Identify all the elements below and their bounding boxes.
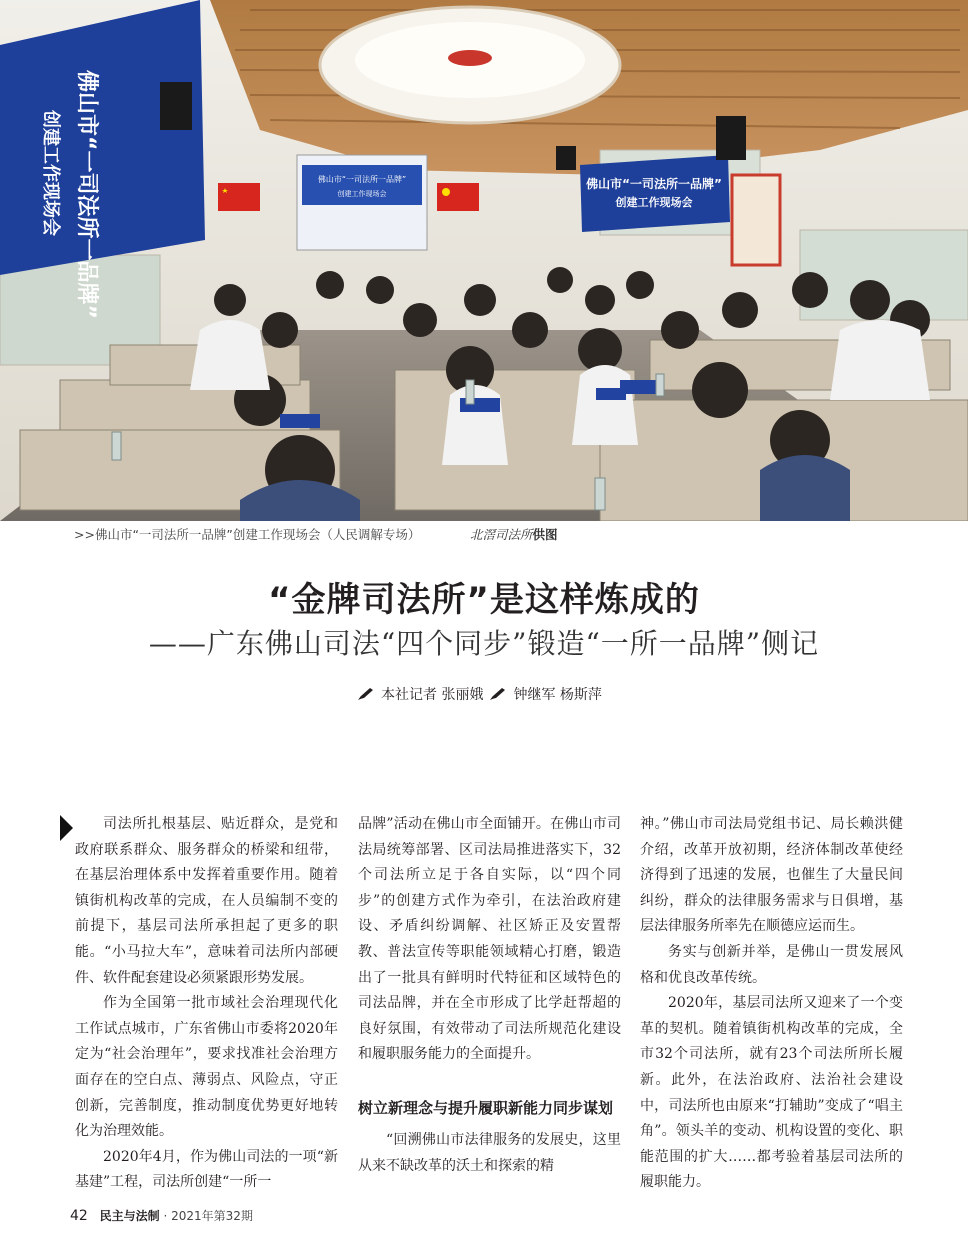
right-banner-line2: 创建工作现场会 bbox=[615, 196, 693, 209]
meeting-scene-illustration bbox=[0, 0, 968, 521]
pen-icon bbox=[357, 687, 375, 701]
article-title: “金牌司法所”是这样炼成的 bbox=[268, 580, 700, 620]
byline bbox=[357, 684, 602, 704]
section-heading: 树立新理念与提升履职新能力同步谋划 bbox=[358, 1098, 614, 1117]
page-number: 42 bbox=[70, 1208, 88, 1224]
section-start-marker bbox=[60, 815, 73, 841]
credit-source: 北滘司法所 bbox=[470, 527, 533, 542]
column-1 bbox=[75, 812, 338, 1196]
photo-credit bbox=[470, 525, 558, 543]
paragraph: 品牌”活动在佛山市全面铺开。在佛山市司法局统筹部署、区司法局推进落实下，32个司法所立足于各自实际，以“四个同步”的创建方式作为牵引，在法治政府建设、矛盾纠纷调解、社区矫正及安置帮教、普法宣传等职能领域精心打磨，锻造出了一批具有鲜明时代特征和区域特色的司法品牌，并在全市形成了比学赶帮超的良好氛围，有效带动了司法所规范化建设和履职服务能力的全面提升。 bbox=[358, 816, 621, 1063]
left-banner-line1: 佛山市“一司法所一品牌” bbox=[74, 70, 99, 319]
paragraph: 神。”佛山市司法局党组书记、局长赖洪健介绍，改革开放初期，经济体制改革使经济得到了迅速的发展，也催生了大量民间纠纷，群众的法律服务需求与日俱增，基层法律服务所率先在顺德应运而生。 bbox=[640, 816, 903, 935]
credit-tag: 供图 bbox=[532, 527, 558, 542]
magazine-name: 民主与法制 bbox=[99, 1209, 160, 1223]
right-banner-line1: 佛山市“一司法所一品牌” bbox=[586, 177, 722, 191]
paragraph: “回溯佛山市法律服务的发展史，这里从来不缺改革的沃土和探索的精 bbox=[358, 1131, 621, 1174]
byline-authors: 钟继军 杨斯萍 bbox=[513, 687, 602, 703]
column-3 bbox=[640, 812, 903, 1196]
paragraph: 作为全国第一批市域社会治理现代化工作试点城市，广东省佛山市委将2020年定为“社会治理年”，要求找准社会治理方面存在的空白点、薄弱点、风险点，守正创新，完善制度，推动制度优势更好地转化为治理效能。 bbox=[75, 995, 338, 1140]
page-footer bbox=[70, 1207, 253, 1224]
column-2 bbox=[358, 812, 621, 1179]
paragraph: 2020年4月，作为佛山司法的一项“新基建”工程，司法所创建“一所一 bbox=[75, 1148, 338, 1191]
meeting-photo bbox=[0, 0, 968, 521]
issue-label: · 2021年第32期 bbox=[163, 1209, 253, 1223]
screen-line2: 创建工作现场会 bbox=[337, 190, 387, 198]
byline-reporter: 本社记者 张丽娥 bbox=[381, 687, 484, 703]
screen-line1: 佛山市“一司法所一品牌” bbox=[317, 175, 407, 184]
paragraph: 司法所扎根基层、贴近群众，是党和政府联系群众、服务群众的桥梁和纽带，在基层治理体系中发挥着重要作用。随着镇街机构改革的完成，在人员编制不变的前提下，基层司法所承担起了更多的职能。“小马拉大车”，意味着司法所内部硬件、软件配套建设必须紧跟形势发展。 bbox=[75, 816, 338, 986]
paragraph: 务实与创新并举，是佛山一贯发展风格和优良改革传统。 bbox=[640, 943, 903, 986]
left-banner-line2: 创建工作现场会 bbox=[40, 110, 61, 236]
pen-icon bbox=[489, 687, 507, 701]
paragraph: 2020年，基层司法所又迎来了一个变革的契机。随着镇街机构改革的完成，全市32个司法所，就有23个司法所所长履新。此外，在法治政府、法治社会建设中，司法所也由原来“打辅助”变成了“唱主角”。领头羊的变动、机构设置的变化、职能范围的扩大……都考验着基层司法所的履职能力。 bbox=[640, 995, 903, 1191]
article-subtitle: ——广东佛山司法“四个同步”锻造“一所一品牌”侧记 bbox=[148, 627, 820, 660]
photo-caption: >>佛山市“一司法所一品牌”创建工作现场会（人民调解专场） bbox=[74, 527, 421, 542]
